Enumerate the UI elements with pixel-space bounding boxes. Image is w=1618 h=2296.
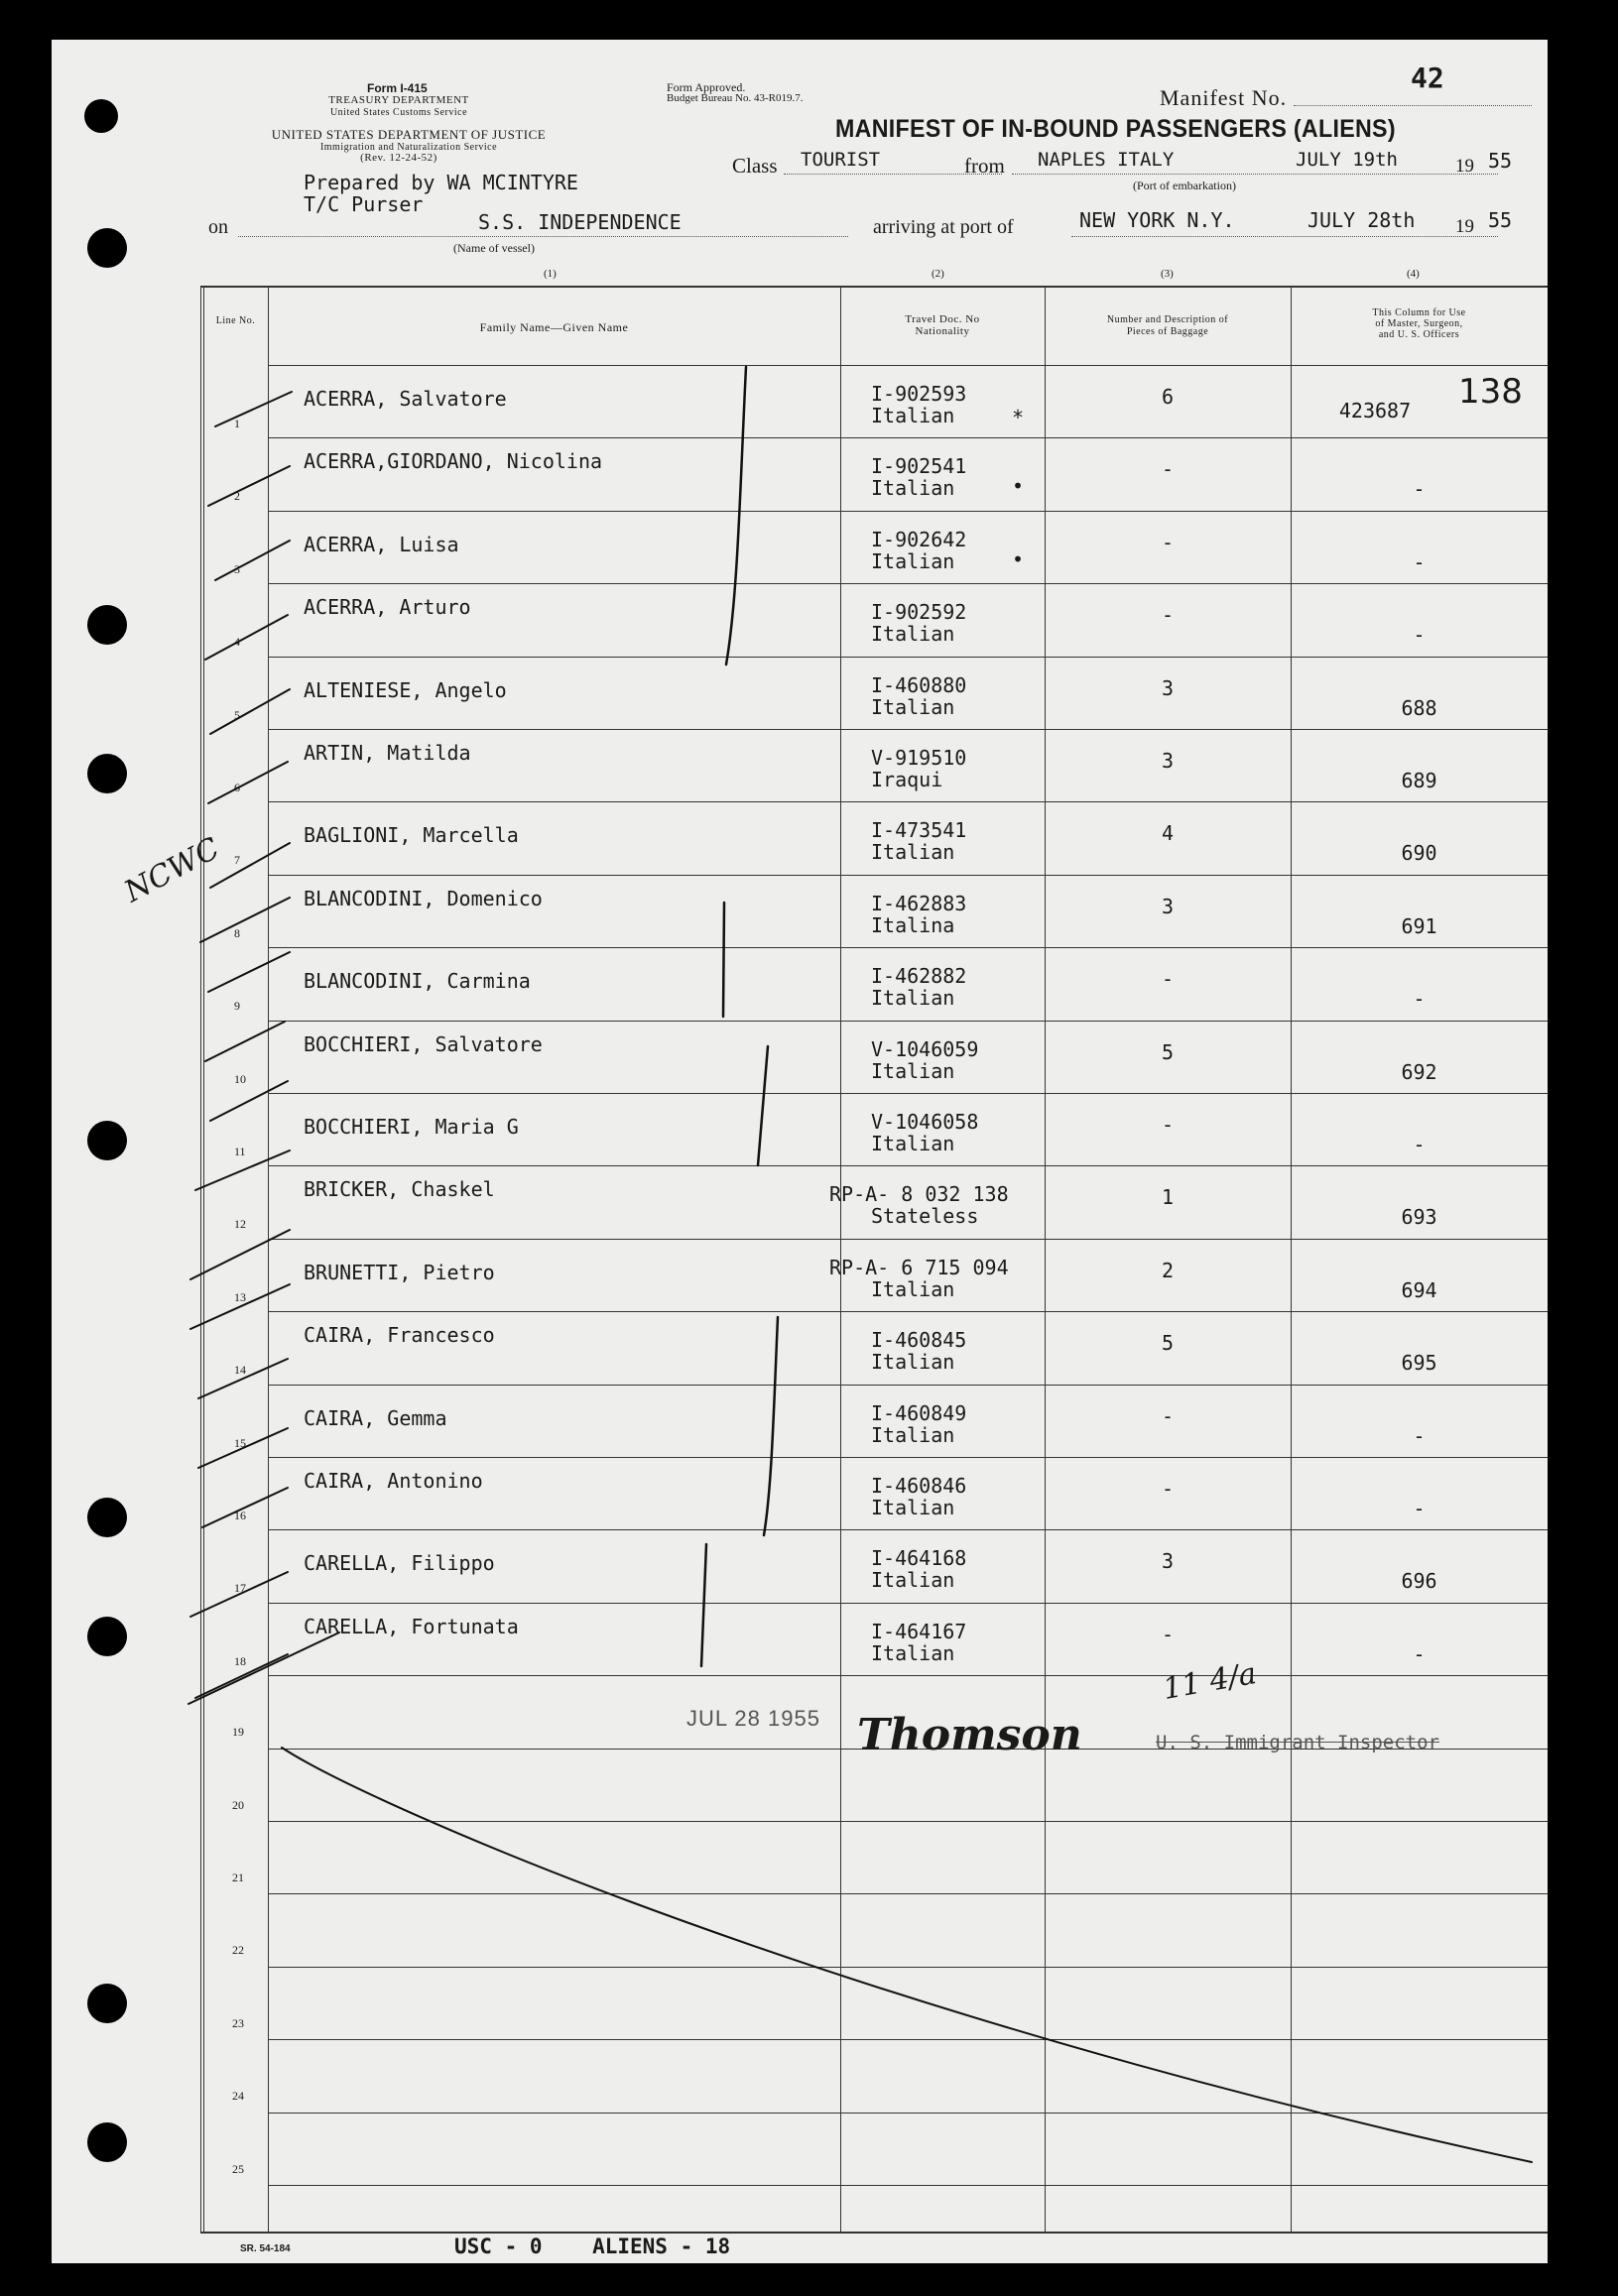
travel-doc-number: V-1046059 <box>871 1037 979 1061</box>
class-value: TOURIST <box>801 149 881 171</box>
table-row <box>52 875 1548 947</box>
travel-doc-number: I-464168 <box>871 1546 967 1570</box>
year-prefix-1: 19 <box>1455 156 1474 177</box>
table-row <box>52 657 1548 729</box>
row-number: 15 <box>234 1436 246 1450</box>
table-bottom-border <box>200 2232 1548 2234</box>
travel-doc-number: RP-A- 6 715 094 <box>829 1256 1009 1279</box>
nationality: Italian <box>871 549 955 573</box>
passenger-name: BOCCHIERI, Salvatore <box>304 1032 543 1056</box>
nationality: Iraqui <box>871 768 943 791</box>
header-use-2: of Master, Surgeon, <box>1375 318 1463 329</box>
baggage-count: 5 <box>1161 1040 1175 1064</box>
officer-use: 694 <box>1401 1278 1437 1302</box>
row-mark: • <box>1012 547 1025 571</box>
dept-customs: United States Customs Service <box>329 107 468 118</box>
nationality: Italian <box>871 1350 955 1374</box>
budget-bureau: Budget Bureau No. 43-R019.7. <box>667 92 804 104</box>
passenger-name: BAGLIONI, Marcella <box>304 823 519 847</box>
arrival-line <box>1071 236 1498 237</box>
year-prefix-2: 19 <box>1455 216 1474 237</box>
arrival-port: NEW YORK N.Y. <box>1079 208 1235 232</box>
nationality: Italian <box>871 695 955 719</box>
manifest-page <box>52 40 1548 2263</box>
row-number: 8 <box>234 926 240 940</box>
passenger-name: CARELLA, Fortunata <box>304 1615 519 1638</box>
table-row <box>52 1239 1548 1311</box>
void-diagonal <box>282 1748 1532 2162</box>
handwritten-number: 138 <box>1458 372 1523 412</box>
header-use-3: and U. S. Officers <box>1378 329 1460 340</box>
row-number: 5 <box>234 708 240 722</box>
table-row <box>52 1457 1548 1529</box>
table-row <box>52 1603 1548 1675</box>
punch-hole <box>87 754 127 793</box>
travel-doc-number: I-902592 <box>871 600 967 624</box>
row-number: 20 <box>232 1798 244 1812</box>
nationality: Stateless <box>871 1204 979 1228</box>
officer-use: 689 <box>1401 769 1437 792</box>
officer-use: - <box>1413 477 1426 501</box>
row-number: 23 <box>232 2016 244 2030</box>
row-rule <box>268 1893 1548 1894</box>
embark-date: JULY 19th <box>1296 149 1398 171</box>
table-row <box>52 1529 1548 1602</box>
nationality: Italian <box>871 986 955 1010</box>
row-number: 24 <box>232 2089 244 2103</box>
officer-use: 423687 <box>1338 399 1412 423</box>
travel-doc-number: RP-A- 8 032 138 <box>829 1182 1009 1206</box>
row-number: 4 <box>234 635 240 649</box>
embark-year: 55 <box>1488 149 1513 173</box>
officer-use: - <box>1413 623 1426 647</box>
punch-hole <box>87 605 127 645</box>
passenger-name: BRUNETTI, Pietro <box>304 1261 495 1284</box>
nationality: Italian <box>871 622 955 646</box>
travel-doc-number: I-902593 <box>871 382 967 406</box>
vessel-name: S.S. INDEPENDENCE <box>478 210 682 234</box>
baggage-count: 5 <box>1161 1331 1175 1355</box>
nationality: Italian <box>871 1423 955 1447</box>
header-travel-doc: Travel Doc. No <box>905 313 980 325</box>
row-number: 1 <box>234 417 240 430</box>
table-row <box>52 1311 1548 1384</box>
travel-doc-number: I-460846 <box>871 1474 967 1498</box>
baggage-count: 3 <box>1161 676 1175 700</box>
punch-hole <box>87 1984 127 2023</box>
table-row <box>52 583 1548 656</box>
row-rule <box>268 2113 1548 2114</box>
row-mark: * <box>1012 406 1025 429</box>
nationality: Italian <box>871 1059 955 1083</box>
travel-doc-number: I-460849 <box>871 1401 967 1425</box>
col-num-2: (2) <box>932 268 944 280</box>
row-number: 12 <box>234 1217 246 1231</box>
row-number: 6 <box>234 781 240 794</box>
row-rule <box>268 1821 1548 1822</box>
baggage-count: 3 <box>1161 1549 1175 1573</box>
nationality: Italian <box>871 1277 955 1301</box>
nationality: Italian <box>871 1568 955 1592</box>
margin-note: NCWC <box>118 830 226 910</box>
row-number: 25 <box>232 2162 244 2176</box>
manifest-no-value: 42 <box>1411 61 1444 94</box>
vessel-label: (Name of vessel) <box>453 241 535 255</box>
arrival-date: JULY 28th <box>1307 208 1416 232</box>
baggage-count: - <box>1161 1113 1175 1137</box>
dept-ins: Immigration and Naturalization Service <box>319 142 498 153</box>
header-baggage-1: Number and Description of <box>1106 314 1229 325</box>
officer-use: - <box>1413 550 1426 574</box>
row-rule <box>268 2039 1548 2040</box>
passenger-name: ARTIN, Matilda <box>304 741 471 765</box>
passenger-name: ACERRA, Salvatore <box>304 387 507 411</box>
nationality: Italian <box>871 1496 955 1519</box>
officer-use: - <box>1413 1642 1426 1666</box>
baggage-count: - <box>1161 603 1175 627</box>
passenger-name: ALTENIESE, Angelo <box>304 678 507 702</box>
punch-hole <box>87 1617 127 1656</box>
table-row <box>52 1385 1548 1457</box>
table-row <box>52 729 1548 801</box>
passenger-name: CAIRA, Gemma <box>304 1406 447 1430</box>
travel-doc-number: I-464167 <box>871 1620 967 1643</box>
col-num-3: (3) <box>1161 268 1174 280</box>
travel-doc-number: V-1046058 <box>871 1110 979 1134</box>
punch-hole <box>87 228 127 268</box>
arriving-label: arriving at port of <box>873 216 1014 238</box>
header-family-name: Family Name—Given Name <box>479 320 629 334</box>
from-label: from <box>964 154 1005 178</box>
passenger-name: CAIRA, Antonino <box>304 1469 483 1493</box>
officer-use: - <box>1413 987 1426 1011</box>
travel-doc-number: I-473541 <box>871 818 967 842</box>
nationality: Italian <box>871 404 955 427</box>
purser-title: T/C Purser <box>304 192 424 216</box>
passenger-name: ACERRA, Luisa <box>304 533 459 556</box>
port-embark-label: (Port of embarkation) <box>1133 179 1236 192</box>
row-number: 22 <box>232 1943 244 1957</box>
officer-use: 690 <box>1401 841 1437 865</box>
travel-doc-number: V-919510 <box>871 746 967 770</box>
from-line <box>1012 174 1498 175</box>
punch-hole <box>84 99 118 133</box>
header-use-1: This Column for Use <box>1372 307 1466 318</box>
form-code: SR. 54-184 <box>240 2243 291 2254</box>
passenger-name: BRICKER, Chaskel <box>304 1177 495 1201</box>
dept-treasury: TREASURY DEPARTMENT <box>328 94 469 106</box>
row-number: 21 <box>232 1871 244 1884</box>
prepared-by: Prepared by WA MCINTYRE <box>304 171 578 194</box>
row-rule <box>268 1967 1548 1968</box>
time-note: 11 4/a <box>1160 1656 1260 1707</box>
baggage-count: - <box>1161 967 1175 991</box>
baggage-count: - <box>1161 1623 1175 1646</box>
table-row <box>52 1165 1548 1238</box>
table-row <box>52 1021 1548 1093</box>
baggage-count: 2 <box>1161 1259 1175 1282</box>
embark-port: NAPLES ITALY <box>1038 149 1175 171</box>
row-number: 14 <box>234 1363 246 1377</box>
punch-hole <box>87 1121 127 1160</box>
table-row <box>52 1093 1548 1165</box>
row-number: 7 <box>234 853 240 867</box>
row-number: 11 <box>234 1145 246 1158</box>
baggage-count: 6 <box>1161 385 1175 409</box>
manifest-no-line <box>1294 105 1532 106</box>
row-number: 16 <box>234 1509 246 1522</box>
table-row <box>52 947 1548 1020</box>
baggage-count: - <box>1161 531 1175 554</box>
header-nationality: Nationality <box>915 325 970 337</box>
baggage-count: 3 <box>1161 895 1175 918</box>
baggage-count: 3 <box>1161 749 1175 773</box>
row-number: 10 <box>234 1072 246 1086</box>
vessel-line <box>238 236 848 237</box>
nationality: Italian <box>871 840 955 864</box>
row-mark: • <box>1012 474 1025 498</box>
row-number: 2 <box>234 489 240 503</box>
baggage-count: 4 <box>1161 821 1175 845</box>
passenger-name: ACERRA,GIORDANO, Nicolina <box>304 449 603 473</box>
punch-hole <box>87 2122 127 2162</box>
travel-doc-number: I-462883 <box>871 892 967 915</box>
table-row <box>52 365 1548 437</box>
table-row <box>52 511 1548 583</box>
officer-use: 688 <box>1401 696 1437 720</box>
officer-use: - <box>1413 1133 1426 1156</box>
officer-use: 696 <box>1401 1569 1437 1593</box>
inspector-title: U. S. Immigrant Inspector <box>1156 1732 1439 1753</box>
arrival-stamp: JUL 28 1955 <box>686 1706 820 1731</box>
col-num-1: (1) <box>544 268 557 280</box>
baggage-count: - <box>1161 1477 1175 1501</box>
class-label: Class <box>732 154 778 178</box>
table-top-border <box>200 286 1548 288</box>
row-number: 17 <box>234 1581 246 1595</box>
passenger-name: CARELLA, Filippo <box>304 1551 495 1575</box>
table-row <box>52 437 1548 510</box>
row-rule <box>268 2185 1548 2186</box>
form-number: Form I-415 <box>367 81 428 95</box>
header-baggage-2: Pieces of Baggage <box>1126 326 1209 337</box>
nationality: Italian <box>871 1132 955 1155</box>
baggage-count: 1 <box>1161 1185 1175 1209</box>
inspector-signature: Thomson <box>857 1710 1082 1760</box>
arrival-year: 55 <box>1488 208 1513 232</box>
row-number: 18 <box>234 1654 246 1668</box>
passenger-name: BLANCODINI, Carmina <box>304 969 531 993</box>
header-line-no: Line No. <box>215 315 256 326</box>
passenger-name: BLANCODINI, Domenico <box>304 887 543 910</box>
nationality: Italian <box>871 476 955 500</box>
travel-doc-number: I-460845 <box>871 1328 967 1352</box>
officer-use: 691 <box>1401 914 1437 938</box>
form-approved: Form Approved. <box>667 80 746 94</box>
travel-doc-number: I-902642 <box>871 528 967 551</box>
passenger-name: BOCCHIERI, Maria G <box>304 1115 519 1139</box>
travel-doc-number: I-902541 <box>871 454 967 478</box>
manifest-no-label: Manifest No. <box>1160 85 1288 110</box>
baggage-count: - <box>1161 457 1175 481</box>
officer-use: 693 <box>1401 1205 1437 1229</box>
officer-use: - <box>1413 1497 1426 1520</box>
passenger-name: ACERRA, Arturo <box>304 595 471 619</box>
nationality: Italian <box>871 1641 955 1665</box>
row-number: 19 <box>232 1725 244 1739</box>
col-num-4: (4) <box>1407 268 1420 280</box>
row-number: 9 <box>234 999 240 1013</box>
table-row <box>52 801 1548 874</box>
row-number: 3 <box>234 562 240 576</box>
manifest-title: MANIFEST OF IN-BOUND PASSENGERS (ALIENS) <box>835 115 1396 143</box>
travel-doc-number: I-460880 <box>871 673 967 697</box>
row-rule <box>268 1675 1548 1676</box>
baggage-count: - <box>1161 1404 1175 1428</box>
passenger-name: CAIRA, Francesco <box>304 1323 495 1347</box>
nationality: Italina <box>871 913 955 937</box>
alien-totals: USC - 0 ALIENS - 18 <box>454 2235 731 2258</box>
form-revision: (Rev. 12-24-52) <box>360 152 437 164</box>
travel-doc-number: I-462882 <box>871 964 967 988</box>
on-label: on <box>208 216 228 238</box>
punch-hole <box>87 1498 127 1537</box>
dept-justice: UNITED STATES DEPARTMENT OF JUSTICE <box>271 127 547 142</box>
officer-use: 692 <box>1401 1060 1437 1084</box>
officer-use: 695 <box>1401 1351 1437 1375</box>
row-number: 13 <box>234 1290 246 1304</box>
officer-use: - <box>1413 1424 1426 1448</box>
